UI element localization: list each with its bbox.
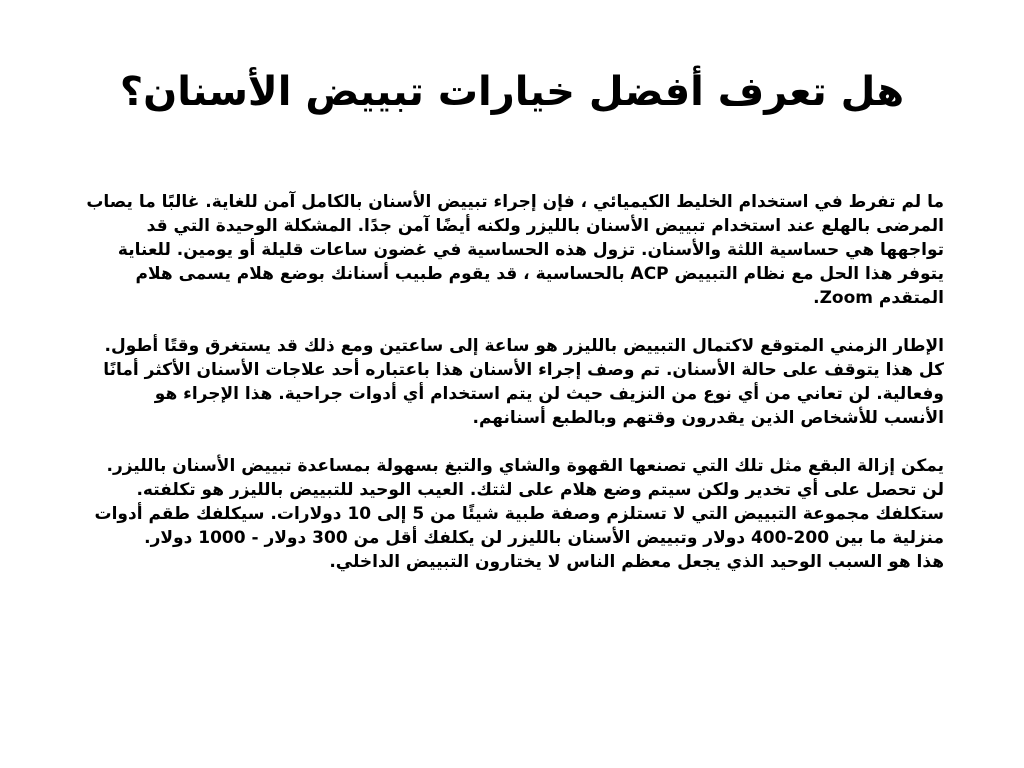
paragraph-line: ما لم تفرط في استخدام الخليط الكيميائي ، فإن إجراء تبييض الأسنان بالكامل آمن للغاية. غالبًا ما يصاب [86,192,944,212]
paragraph-line: الإطار الزمني المتوقع لاكتمال التبييض بالليزر هو ساعة إلى ساعتين ومع ذلك قد يستغرق وقتًا أطول. [104,336,944,356]
paragraph-cost [76,454,944,574]
paragraph-line: الأنسب للأشخاص الذين يقدرون وقتهم وبالطبع أسنانهم. [472,408,944,428]
paragraph-line: المرضى بالهلع عند استخدام تبييض الأسنان بالليزر ولكنه أيضًا آمن جدًا. المشكلة الوحيدة التي قد [146,216,944,236]
paragraph-line: كل هذا يتوقف على حالة الأسنان. تم وصف إجراء الأسنان هذا باعتباره أحد علاجات الأسنان الأكثر أمانًا [103,360,944,380]
slide-body [76,190,944,598]
paragraph-timeframe [76,334,944,430]
paragraph-line: ستكلفك مجموعة التبييض التي لا تستلزم وصفة طبية شيئًا من 5 إلى 10 دولارات. سيكلفك طقم أدوات [94,504,944,524]
slide-title: هل تعرف أفضل خيارات تبييض الأسنان؟ [119,69,905,115]
paragraph-safety [76,190,944,310]
paragraph-line: منزلية ما بين 200-400 دولار وتبييض الأسنان بالليزر لن يكلفك أقل من 300 دولار - 1000 دولار. [144,528,944,548]
paragraph-line: لن تحصل على أي تخدير ولكن سيتم وضع هلام على لثتك. العيب الوحيد للتبييض بالليزر هو تكلفته. [136,480,944,500]
paragraph-line: هذا هو السبب الوحيد الذي يجعل معظم الناس لا يختارون التبييض الداخلي. [329,552,944,572]
paragraph-line: المتقدم Zoom. [813,288,944,308]
paragraph-line: يتوفر هذا الحل مع نظام التبييض ACP بالحساسية ، قد يقوم طبيب أسنانك بوضع هلام يسمى هلام [135,264,944,284]
paragraph-line: يمكن إزالة البقع مثل تلك التي تصنعها القهوة والشاي والتبغ بسهولة بمساعدة تبييض الأسنان بالليزر. [106,456,944,476]
paragraph-line: وفعالية. لن تعاني من أي نوع من النزيف حيث لن يتم استخدام أي أدوات جراحية. هذا الإجراء هو [154,384,944,404]
paragraph-line: تواجهها هي حساسية اللثة والأسنان. تزول هذه الحساسية في غضون ساعات قليلة أو يومين. للعناية [117,240,944,260]
